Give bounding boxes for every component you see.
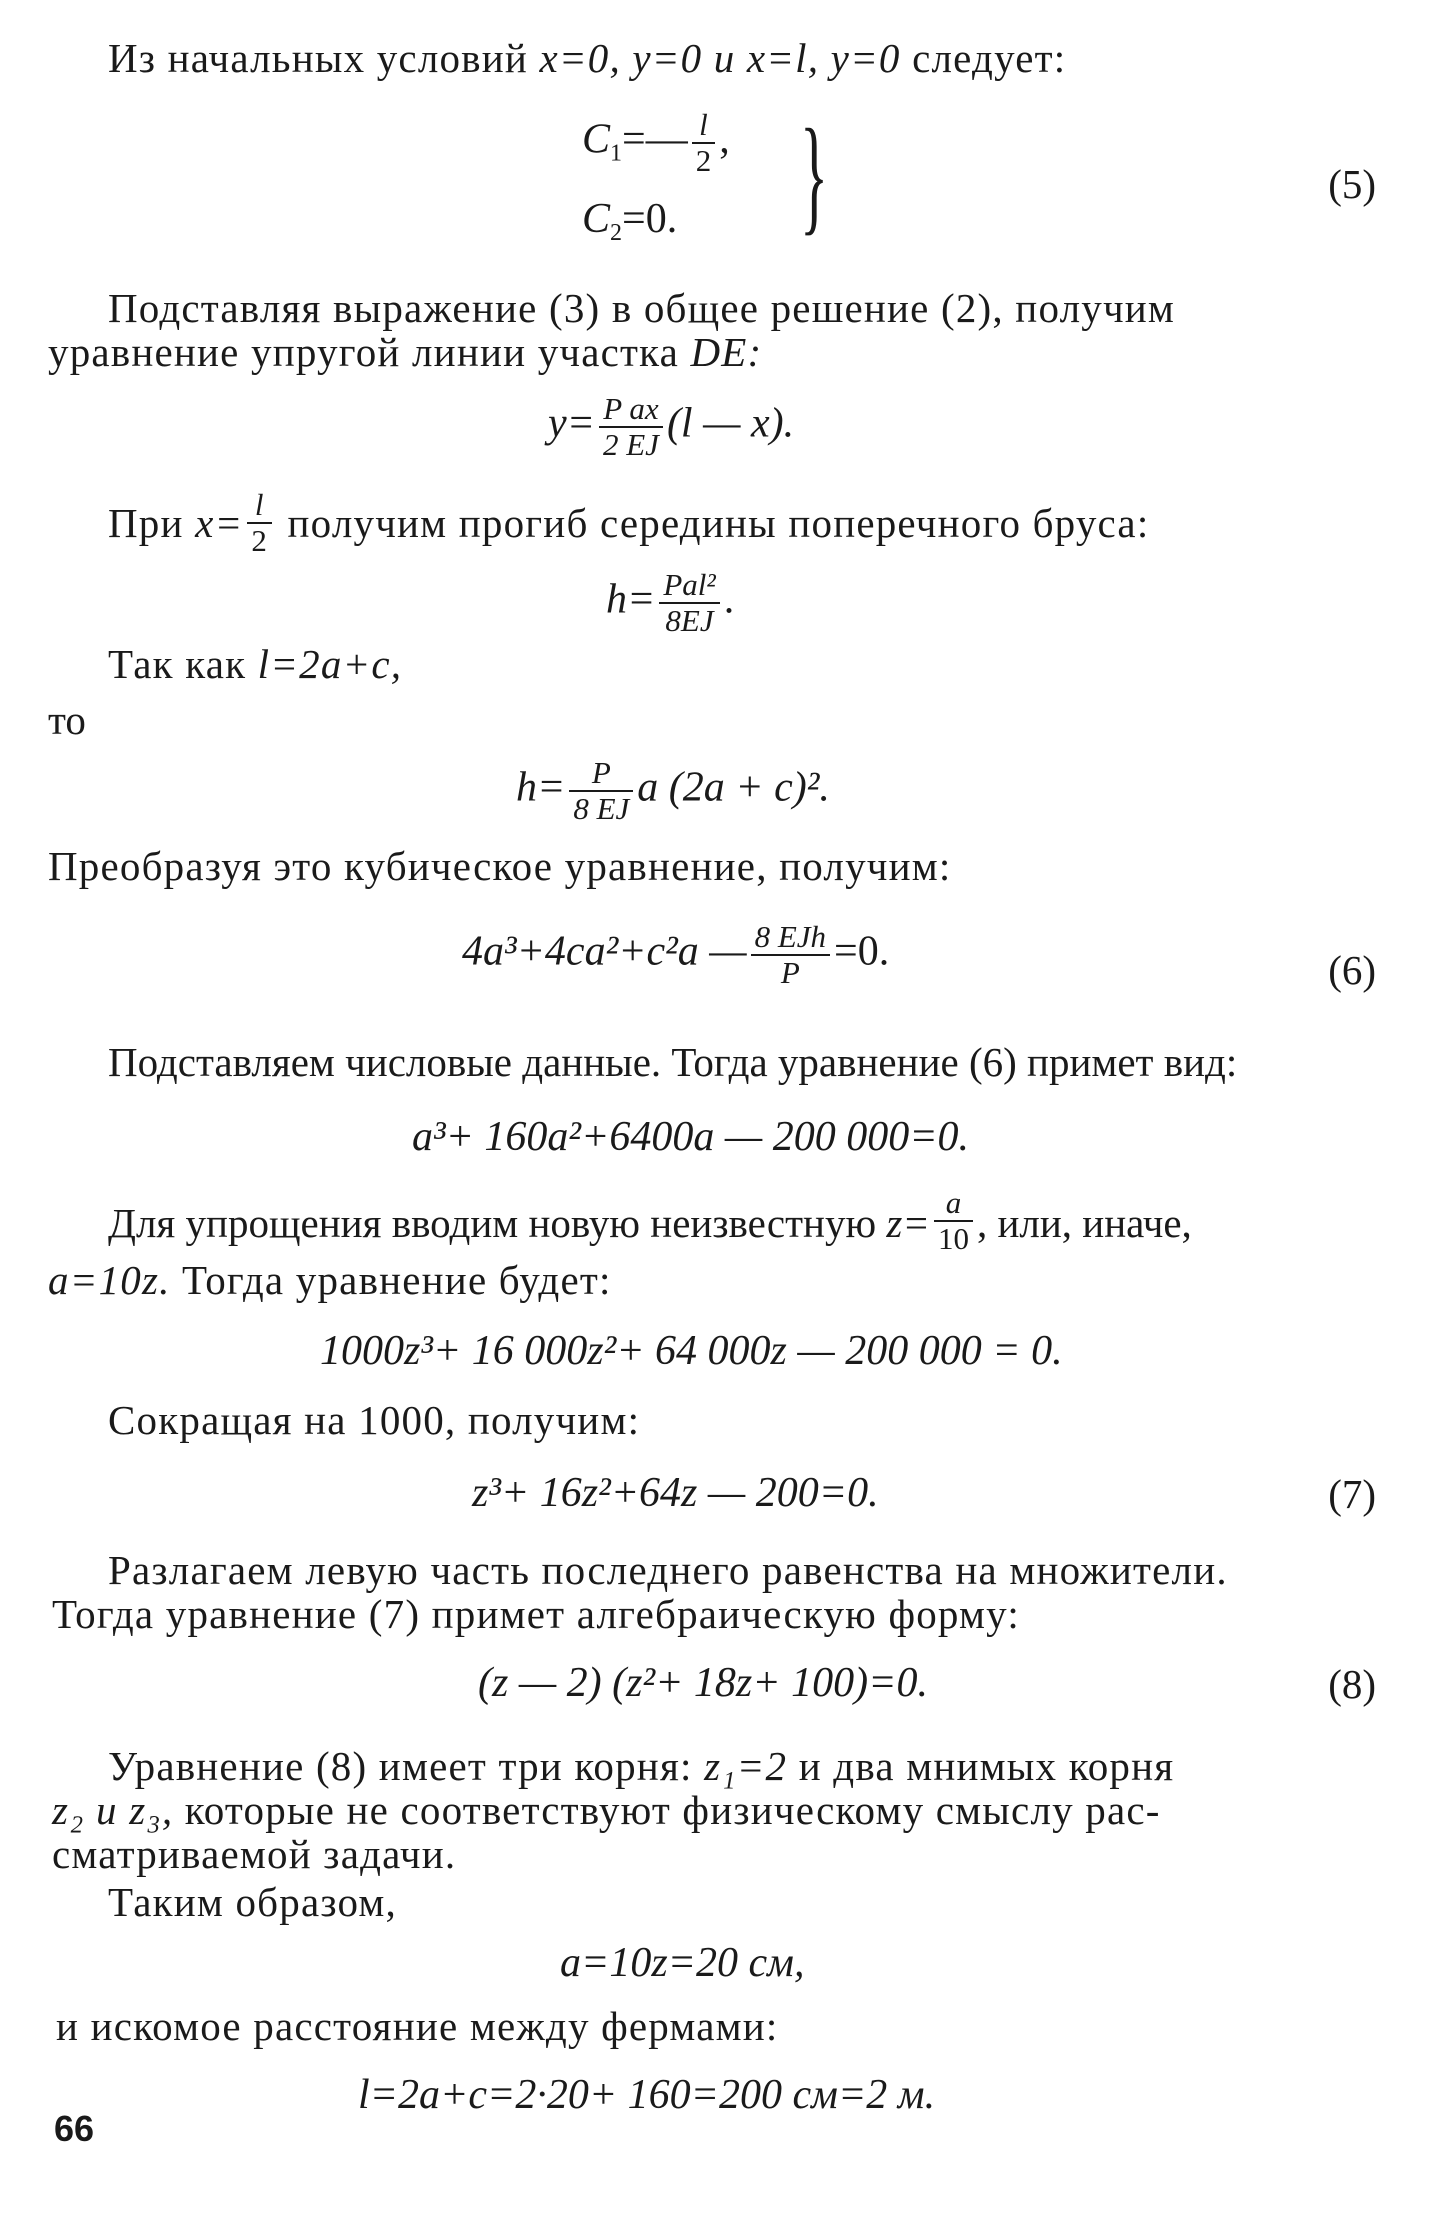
equation-elastic-line (548, 392, 794, 462)
fraction-numerator: 8 EJh (751, 920, 830, 956)
equation-8 (478, 1660, 928, 1706)
text-fragment: Так как (108, 641, 247, 687)
equation-number-8: (8) (1328, 1661, 1376, 1707)
equation-h1 (606, 568, 734, 638)
fraction (659, 568, 719, 638)
math-subscript: 1 (610, 140, 623, 167)
math-expression: 1000z³+ 16 000z²+ 64 000z — 200 000 = 0. (320, 1328, 1063, 1374)
math-expression: z³+ 16z²+64z — 200=0. (472, 1470, 879, 1516)
text-roots (108, 1744, 1174, 1788)
text-then-equation (48, 1258, 612, 1302)
text-initial-conditions (108, 36, 1066, 80)
text-fragment: При (108, 500, 184, 546)
text-line (48, 330, 762, 374)
text-fragment: следует: (912, 35, 1067, 81)
fraction-denominator: 8 EJ (573, 791, 630, 826)
math-expression: a³+ 160a²+6400a — 200 000=0. (412, 1114, 970, 1160)
text-line: Подставляем числовые данные. Тогда уравнение (6) примет вид: (108, 1039, 1238, 1085)
equation-h2 (516, 756, 830, 826)
math-symbol: a=10z. (48, 1257, 171, 1303)
text-fragment: и два мнимых корня (798, 1743, 1175, 1789)
text-substitution (108, 1186, 1192, 1256)
equation-l-result (358, 2072, 935, 2118)
math-symbol: z₂ и z₃, (52, 1787, 174, 1833)
equation-number-5: (5) (1328, 161, 1376, 207)
fraction-numerator: P (569, 756, 633, 792)
fraction (247, 488, 272, 558)
math-symbol: z₁=2 (704, 1743, 788, 1789)
page-number: 66 (54, 2108, 95, 2149)
fraction-numerator: Pal² (659, 568, 719, 604)
text-line: Преобразуя это кубическое уравнение, получим: (48, 843, 952, 889)
equation-6 (462, 920, 889, 990)
fraction-numerator: a (934, 1186, 973, 1222)
fraction-denominator: 2 (251, 523, 269, 558)
math-symbol: C (582, 116, 611, 163)
math-symbol: DE: (690, 329, 763, 375)
fraction-denominator: 2 EJ (602, 427, 659, 462)
math-symbol: C (582, 196, 611, 242)
fraction-denominator: 2 (695, 143, 712, 178)
equation-number-6: (6) (1328, 947, 1376, 993)
text-line: и искомое расстояние между фермами: (56, 2003, 779, 2049)
math-symbol: =0. (622, 196, 678, 242)
math-symbol: a (2a + c)². (637, 764, 830, 811)
text-since (108, 642, 402, 686)
fraction-numerator: P ax (599, 392, 663, 428)
text-line: сматриваемой задачи. (52, 1831, 457, 1877)
equation-number-7: (7) (1328, 1471, 1376, 1517)
equation-c2 (582, 196, 678, 246)
math-condition: x=0, y=0 и x=l, y=0 (539, 35, 901, 81)
fraction (751, 920, 830, 990)
math-symbol: =0. (834, 928, 890, 975)
fraction (599, 392, 663, 462)
text-fragment: , или, иначе, (976, 1200, 1192, 1246)
math-symbol: h= (606, 576, 656, 623)
right-brace: } (800, 103, 829, 247)
text-line (52, 1788, 1161, 1832)
fraction-denominator: P (780, 955, 800, 990)
text-then: то (48, 697, 86, 743)
text-fragment: получим прогиб середины поперечного бруса: (287, 500, 1150, 546)
text-line: Сокращая на 1000, получим: (108, 1397, 641, 1443)
math-symbol: x= (195, 500, 244, 546)
text-midpoint (108, 488, 1149, 558)
math-symbol: z= (886, 1200, 930, 1246)
math-symbol: . (723, 576, 735, 623)
equation-z (320, 1328, 1063, 1374)
math-symbol: (l — x). (666, 400, 795, 447)
text-fragment: которые не соответствуют физическому смыслу рас- (184, 1787, 1161, 1833)
fraction (692, 108, 716, 178)
math-symbol: l=2a+c, (257, 641, 403, 687)
fraction-numerator: l (247, 488, 272, 524)
fraction (569, 756, 633, 826)
math-symbol: =— (622, 116, 688, 163)
equation-7 (472, 1470, 879, 1516)
fraction-denominator: 8EJ (665, 603, 714, 638)
math-expression: a=10z=20 см, (560, 1940, 805, 1986)
math-subscript: 2 (610, 220, 623, 246)
math-symbol: h= (516, 764, 566, 811)
text-line: Разлагаем левую часть последнего равенства на множители. (108, 1547, 1228, 1593)
fraction (934, 1186, 973, 1256)
math-symbol: y= (548, 400, 595, 447)
fraction-numerator: l (692, 108, 716, 144)
text-fragment: Уравнение (8) имеет три корня: (108, 1743, 693, 1789)
text-line: Подставляя выражение (3) в общее решение (2), получим (108, 285, 1176, 331)
fraction-denominator: 10 (937, 1221, 969, 1256)
text-line: Таким образом, (108, 1879, 398, 1925)
math-symbol: 4a³+4ca²+c²a — (462, 928, 747, 975)
math-expression: (z — 2) (z²+ 18z+ 100)=0. (478, 1660, 928, 1706)
equation-c1: $C_1=—$ $\frac{l}{2}$ , (582, 107, 730, 178)
equation-numeric (412, 1114, 969, 1160)
equation-a-result (560, 1940, 804, 1986)
text-fragment: Для упрощения вводим новую неизвестную (108, 1200, 877, 1246)
math-expression: l=2a+c=2·20+ 160=200 см=2 м. (358, 2072, 936, 2118)
text-fragment: Тогда уравнение будет: (182, 1257, 612, 1303)
text-fragment: уравнение упругой линии участка (48, 329, 680, 375)
text-line: Тогда уравнение (7) примет алгебраическую форму: (52, 1591, 1020, 1637)
text-fragment: Из начальных условий (108, 35, 529, 81)
